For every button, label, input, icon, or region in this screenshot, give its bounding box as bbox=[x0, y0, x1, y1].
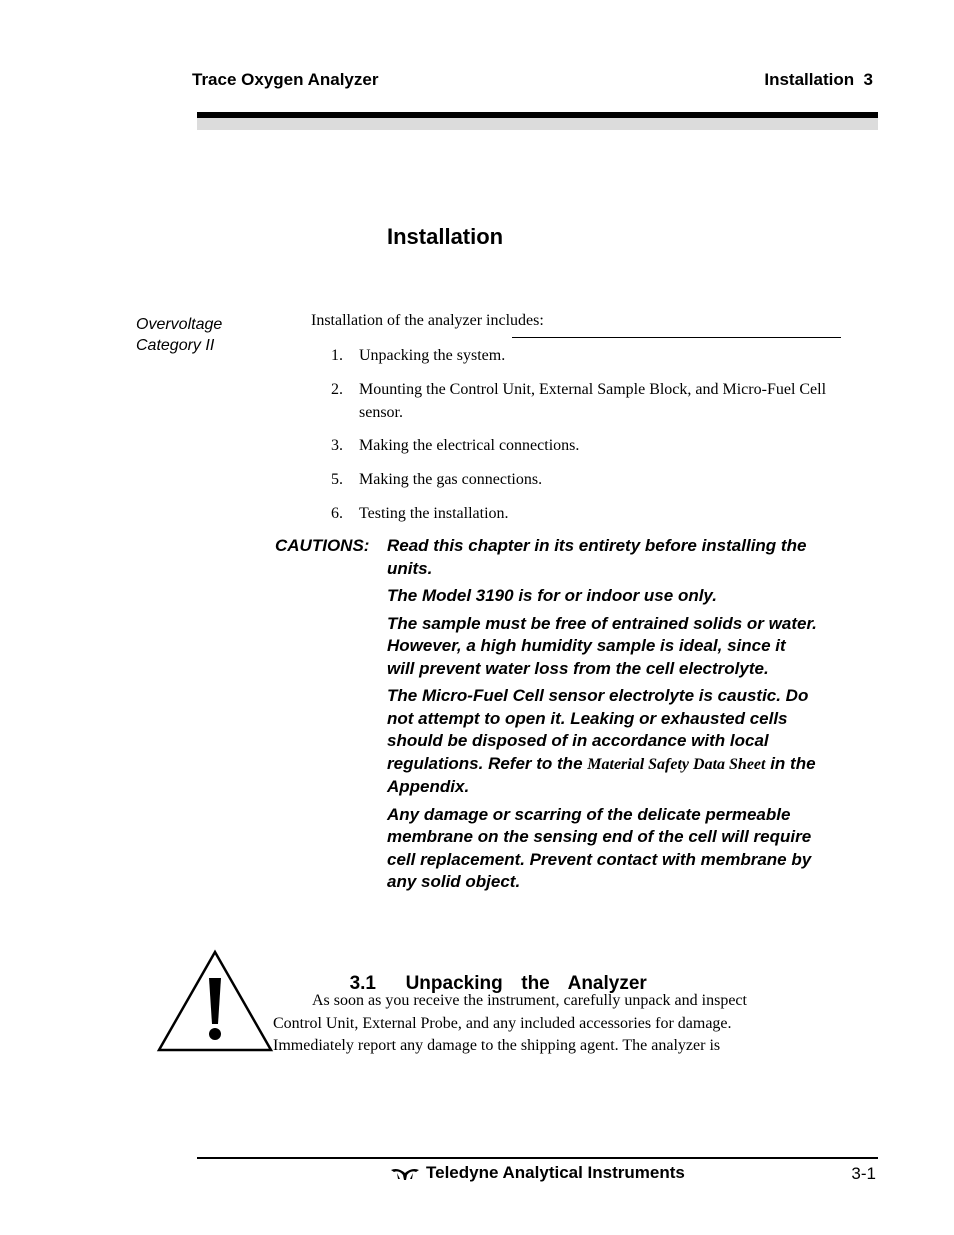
list-item-number: 1. bbox=[331, 347, 343, 364]
body-line: As soon as you receive the instrument, carefully unpack and inspect bbox=[312, 992, 747, 1009]
footer-company bbox=[390, 1163, 685, 1183]
intro-text: Installation of the analyzer includes: bbox=[311, 312, 544, 329]
caution-paragraph: The Model 3190 is for or indoor use only. bbox=[387, 586, 717, 605]
caution-paragraph: Any damage or scarring of the delicate permeable membrane on the sensing end of the cell will require cell replacement. Prevent contact with membrane by any solid object. bbox=[387, 804, 812, 891]
teledyne-logo-icon bbox=[390, 1167, 420, 1181]
list-item-text: Mounting the Control Unit, External Sample Block, and Micro-Fuel Cell sensor. bbox=[359, 381, 827, 421]
running-header-chapter: Installation 3 bbox=[764, 70, 873, 89]
margin-note-line-1: Overvoltage bbox=[136, 316, 223, 333]
caution-text: The Micro-Fuel Cell sensor electrolyte is caustic. Do not attempt to open it. Leaking or exhausted cells should be disposed of in accordance with local regulations. Refer to the bbox=[387, 686, 809, 773]
intro-rule bbox=[512, 337, 841, 338]
list-item-number: 2. bbox=[331, 381, 343, 398]
section-number: 3.1 bbox=[349, 973, 376, 994]
warning-triangle-icon bbox=[155, 946, 275, 1056]
list-item-text: Making the electrical connections. bbox=[359, 437, 580, 454]
list-item-text: Making the gas connections. bbox=[359, 471, 543, 488]
body-line: Control Unit, External Probe, and any included accessories for damage. bbox=[273, 1014, 732, 1032]
body-line: Immediately report any damage to the shipping agent. The analyzer is bbox=[273, 1037, 721, 1054]
footer-rule bbox=[197, 1157, 878, 1159]
margin-note bbox=[136, 314, 222, 356]
list-item-number: 3. bbox=[331, 437, 343, 454]
msds-reference: Material Safety Data Sheet bbox=[587, 755, 766, 773]
chapter-title: Installation bbox=[387, 224, 504, 249]
list-item bbox=[331, 434, 831, 457]
list-item-number: 5. bbox=[331, 471, 343, 488]
caution-text-tail: in the Appendix. bbox=[387, 753, 816, 796]
margin-note-line-2: Category II bbox=[136, 337, 215, 354]
caution-paragraph bbox=[387, 685, 827, 799]
page-number: 3-1 bbox=[851, 1164, 876, 1183]
section-body bbox=[273, 990, 833, 1058]
caution-paragraph: Read this chapter in its entirety before installing the units. bbox=[387, 536, 807, 578]
running-header-title: Trace Oxygen Analyzer bbox=[192, 70, 379, 89]
list-item-text: Unpacking the system. bbox=[359, 347, 506, 364]
cautions-label: CAUTIONS: bbox=[275, 536, 370, 555]
section-title: Unpacking the Analyzer bbox=[405, 973, 647, 994]
list-item bbox=[331, 502, 831, 525]
cautions-block bbox=[275, 535, 835, 899]
list-item bbox=[331, 468, 831, 491]
list-item bbox=[331, 344, 831, 367]
list-item-text: Testing the installation. bbox=[359, 505, 509, 522]
list-item bbox=[331, 378, 841, 424]
footer-company-name: Teledyne Analytical Instruments bbox=[426, 1163, 685, 1182]
caution-paragraph: The sample must be free of entrained solids or water. However, a high humidity sample is ideal, since it will prevent water loss from the cell electrolyte. bbox=[387, 613, 817, 678]
list-item-number: 6. bbox=[331, 505, 343, 522]
header-rule-shade bbox=[197, 118, 878, 130]
section-heading bbox=[331, 951, 647, 995]
